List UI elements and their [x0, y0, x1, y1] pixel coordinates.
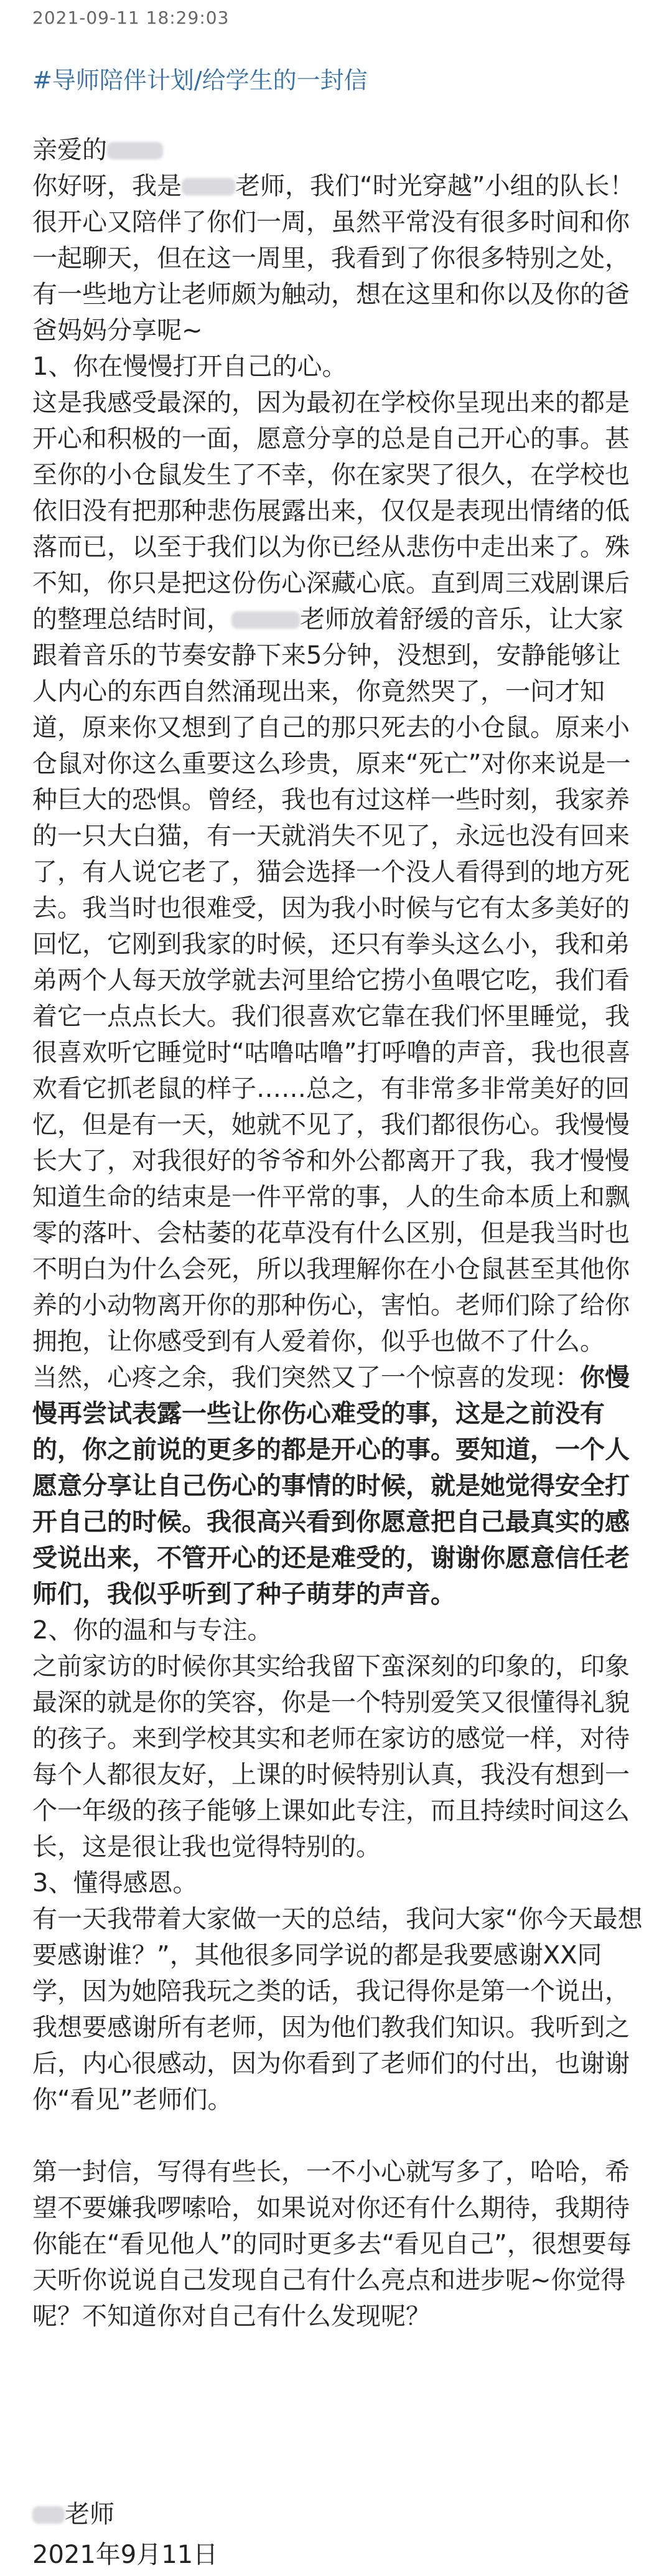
section-3-title: 3、懂得感恩。: [32, 1869, 198, 1897]
post-timestamp: 2021-09-11 18:29:03: [32, 7, 230, 28]
closing-paragraph: 第一封信，写得有些长，一不小心就写多了，哈哈，希望不要嫌我啰嗦哈，如果说对你还有什么期待，我期待你能在“看见他人”的同时更多去“看见自己”，很想要每天听你说说自己发现自己有什么亮点和进步呢~你觉得呢？不知道你对自己有什么发现呢？: [32, 2158, 632, 2331]
letter-body: [32, 132, 643, 2334]
intro-paragraph: [32, 168, 643, 349]
section-2-paragraph: 之前家访的时候你其实给我留下蛮深刻的印象的，印象最深的就是你的笑容，你是一个特别爱笑又很懂得礼貌的孩子。来到学校其实和老师在家访的感觉一样，对待每个人都很友好，上课的时候特别认真，我没有想到一个一年级的孩子能够上课如此专注，而且持续时间这么长，这是很让我也觉得特别的。: [32, 1652, 630, 1861]
s1-p1-text-b: 老师放着舒缓的音乐，让大家跟着音乐的节奏安静下来5分钟，没想到，安静能够让人内心的东西自然涌现出来，你竟然哭了，一问才知道，原来你又想到了自己的那只死去的小仓鼠。原来小仓鼠对你这么重要这么珍贵，原来“死亡”对你来说是一种巨大的恐惧。曾经，我也有过这样一些时刻，我家养的一只大白猫，有一天就消失不见了，永远也没有回来了，有人说它老了，猫会选择一个没人看得到的地方死去。我当时也很难受，因为我小时候与它有太多美好的回忆，它刚到我家的时候，还只有拳头这么小，我和弟弟两个人每天放学就去河里给它捞小鱼喂它吃，我们看着它一点点长大。我们很喜欢它靠在我们怀里睡觉，我很喜欢听它睡觉时“咕噜咕噜”打呼噜的声音，我也很喜欢看它抓老鼠的样子……总之，有非常多非常美好的回忆，但是有一天，她就不见了，我们都很伤心。我慢慢长大了，对我很好的爷爷和外公都离开了我，我才慢慢知道生命的结束是一件平常的事，人的生命本质上和飘零的落叶、会枯萎的花草没有什么区别，但是我当时也不明白为什么会死，所以我理解你在小仓鼠甚至其他你养的小动物离开你的那种伤心，害怕。老师们除了给你拥抱，让你感受到有人爱着你，似乎也做不了什么。: [32, 605, 631, 1356]
s1-p1-text-a: 这是我感受最深的，因为最初在学校你呈现出来的都是开心和积极的一面，愿意分享的总是自己开心的事。甚至你的小仓鼠发生了不幸，你在家哭了很久，在学校也依旧没有把那种悲伤展露出来，仅仅是表现出情绪的低落而已，以至于我们以为你已经从悲伤中走出来了。殊不知，你只是把这份伤心深藏心底。直到周三戏剧课后的整理总结时间，: [32, 388, 630, 634]
greeting-text: 亲爱的: [32, 136, 107, 164]
redacted-signature-name: [32, 2506, 65, 2524]
s1-p2-plain-text: 当然，心疼之余，我们突然又了一个惊喜的发现：: [32, 1363, 580, 1392]
section-1-paragraph-2: [32, 1360, 643, 1612]
section-1-title: 1、你在慢慢打开自己的心。: [32, 352, 347, 381]
intro-text-a: 你好呀，我是: [32, 172, 182, 200]
section-3-paragraph: 有一天我带着大家做一天的总结，我问大家“你今天最想要感谢谁？”，其他很多同学说的都是我要感谢XX同学，因为她陪我玩之类的话，我记得你是第一个说出，我想要感谢所有老师，因为他们教我们知识。我听到之后，内心很感动，因为你看到了老师们的付出，也谢谢你“看见”老师们。: [32, 1905, 643, 2114]
signature-suffix: 老师: [65, 2500, 114, 2529]
redacted-student-name: [107, 142, 163, 159]
section-2-title: 2、你的温和与专注。: [32, 1616, 273, 1645]
redacted-teacher-name: [182, 178, 235, 195]
topic-link[interactable]: #导师陪伴计划/给学生的一封信: [32, 67, 368, 94]
greeting-line: [32, 132, 643, 168]
signature-date: 2021年9月11日: [32, 2541, 218, 2569]
section-1-paragraph-1: [32, 385, 643, 1360]
redacted-teacher-name-2: [231, 611, 300, 629]
s1-p2-bold-text: 你慢慢再尝试表露一些让你伤心难受的事，这是之前没有的，你之前说的更多的都是开心的事。要知道，一个人愿意分享让自己伤心的事情的时候，就是她觉得安全打开自己的时候。我很高兴看到你愿意把自己最真实的感受说出来，不管开心的还是难受的，谢谢你愿意信任老师们，我似乎听到了种子萌芽的声音。: [32, 1363, 630, 1609]
signature-line: [32, 2496, 114, 2532]
intro-text-b: 老师，我们“时光穿越”小组的队长！很开心又陪伴了你们一周，虽然平常没有很多时间和你一起聊天，但在这一周里，我看到了你很多特别之处，有一些地方让老师颇为触动，想在这里和你以及你的爸爸妈妈分享呢~: [32, 172, 635, 345]
